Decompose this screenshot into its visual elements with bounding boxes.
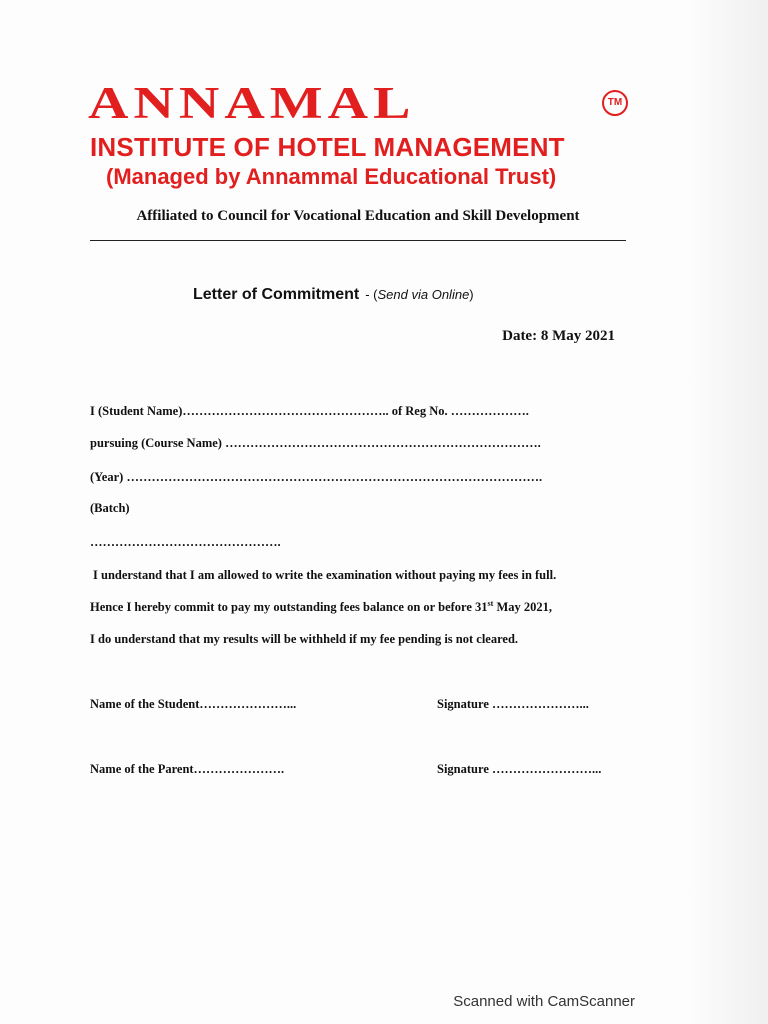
letter-date: Date: 8 May 2021 — [502, 328, 615, 344]
scan-edge-shadow — [688, 0, 768, 1024]
paragraph-2-text: Hence I hereby commit to pay my outstanding fees balance on or before 31 — [90, 600, 488, 614]
subtitle-suffix: ) — [469, 287, 474, 302]
subtitle-prefix: - ( — [365, 287, 378, 302]
year-field: (Year) ………………………………………………………………………………………. — [90, 470, 543, 484]
course-name-field: pursuing (Course Name) …………………………………………………………………. — [90, 436, 541, 450]
logo-institute-name: INSTITUTE OF HOTEL MANAGEMENT — [90, 132, 565, 162]
trademark-symbol: TM — [602, 90, 628, 116]
logo-managed-by: (Managed by Annammal Educational Trust) — [106, 164, 557, 189]
batch-label: (Batch) — [90, 501, 130, 515]
paragraph-2-end: May 2021, — [493, 600, 553, 614]
affiliation-text: Affiliated to Council for Vocational Education and Skill Development — [136, 208, 580, 224]
parent-signature-line: Signature ……………………... — [437, 762, 602, 776]
body-paragraph-1: I understand that I am allowed to write the examination without paying my fees in full. — [93, 568, 557, 582]
logo-wordmark: ANNAMAL — [88, 77, 416, 129]
letter-title: Letter of Commitment — [193, 286, 360, 303]
parent-name-line: Name of the Parent…………………. — [90, 762, 285, 776]
institute-logo — [88, 77, 633, 194]
body-paragraph-3: I do understand that my results will be withheld if my fee pending is not cleared. — [90, 632, 519, 646]
student-name-line: Name of the Student…………………... — [90, 697, 297, 711]
student-name-field: I (Student Name)………………………………………….. of Reg No. ………………. — [90, 404, 529, 418]
letter-title-row — [193, 284, 474, 306]
student-signature-line: Signature …………………... — [437, 697, 589, 711]
batch-field: ………………………………………. — [90, 535, 281, 549]
subtitle-emphasis: Send via Online — [377, 287, 470, 302]
ordinal-suffix: st — [487, 598, 494, 608]
header-divider — [90, 240, 626, 241]
body-paragraph-2 — [90, 598, 552, 616]
letter-subtitle — [365, 287, 473, 302]
camscanner-watermark: Scanned with CamScanner — [453, 993, 635, 1010]
